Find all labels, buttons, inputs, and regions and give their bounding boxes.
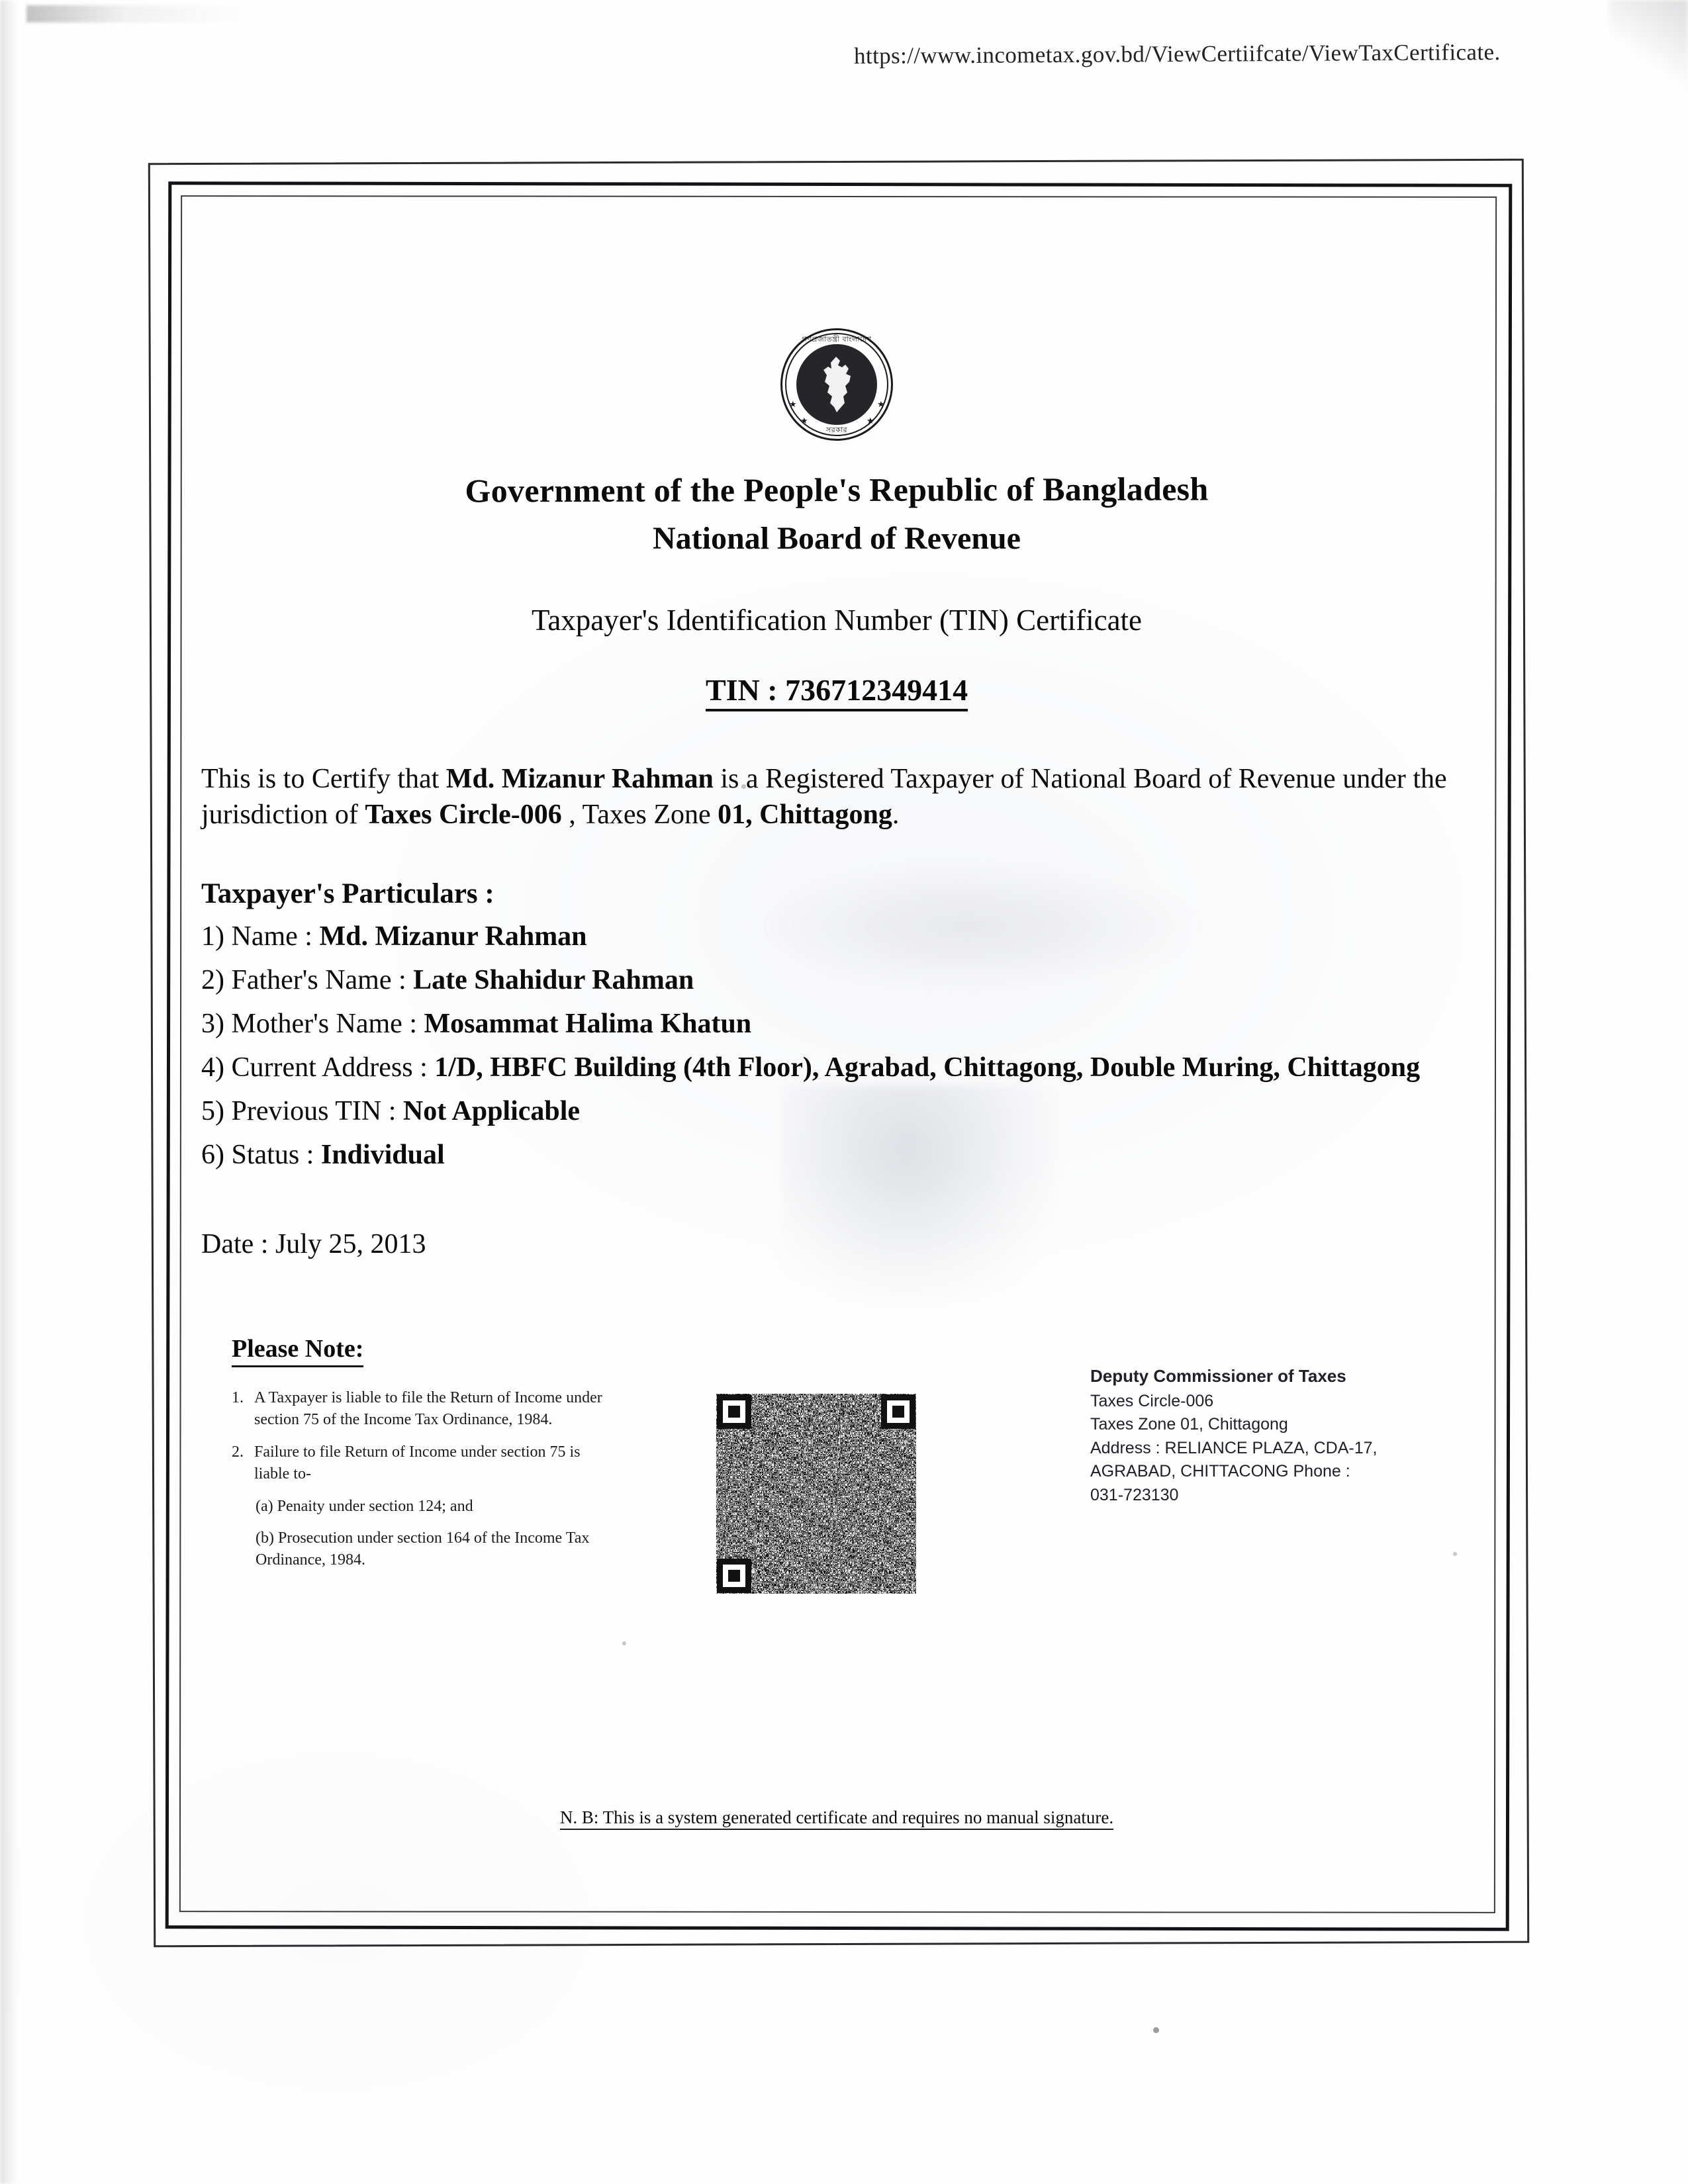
bangladesh-map-shape-icon (816, 355, 857, 414)
certify-middle2: , Taxes Zone (561, 799, 718, 830)
please-note-list (232, 1387, 602, 1580)
particular-value: Mosammat Halima Khatun (424, 1009, 752, 1039)
certify-middle: is a Registered Taxpayer of National Board of Revenue under the jurisdiction of (201, 764, 1447, 830)
tin-number-line (180, 672, 1493, 707)
certify-suffix: . (892, 799, 900, 830)
particular-row (201, 1010, 1466, 1038)
note-number: 1. (232, 1389, 244, 1406)
particular-value: Not Applicable (402, 1096, 581, 1126)
nb-footer (180, 1807, 1493, 1828)
certificate-content (180, 196, 1493, 1910)
issue-date-label: Date : (201, 1229, 275, 1259)
issuing-officer-block (1090, 1364, 1448, 1507)
national-emblem-icon (780, 328, 893, 441)
please-note-heading: Please Note: (232, 1334, 363, 1367)
qr-finder-top-right (881, 1394, 915, 1429)
particular-value: Md. Mizanur Rahman (319, 921, 587, 952)
tin-value: 736712349414 (785, 673, 968, 707)
particular-value: 1/D, HBFC Building (4th Floor), Agrabad, Chittagong, Double Muring, Chittagong (434, 1052, 1421, 1083)
particular-label: 6) Status : (201, 1140, 321, 1170)
certify-taxpayer-name: Md. Mizanur Rahman (445, 764, 714, 794)
emblem-top-text: গণপ্রজাতন্ত্রী বাংলাদেশ (802, 335, 872, 343)
particular-label: 3) Mother's Name : (201, 1009, 424, 1039)
particular-label: 2) Father's Name : (201, 965, 414, 995)
particular-row (201, 1141, 1466, 1169)
page-title-government: Government of the People's Republic of Bangladesh (465, 470, 1209, 510)
scan-artifact-left-edge (0, 0, 17, 2184)
scan-artifact-top-right (1609, 0, 1688, 99)
print-header-url: https://www.incometax.gov.bd/ViewCertiifcate/ViewTaxCertificate. (853, 39, 1501, 69)
officer-address-line-1: Address : RELIANCE PLAZA, CDA-17, (1090, 1438, 1378, 1457)
particular-label: 1) Name : (201, 921, 320, 952)
particular-value: Late Shahidur Rahman (413, 965, 694, 995)
particular-label: 4) Current Address : (201, 1052, 435, 1083)
certify-paragraph (201, 762, 1462, 833)
particular-value: Individual (320, 1140, 445, 1170)
officer-circle: Taxes Circle-006 (1090, 1391, 1214, 1410)
particular-label: 5) Previous TIN : (201, 1096, 403, 1126)
certify-prefix: This is to Certify that (201, 764, 446, 794)
particular-row (201, 966, 1466, 994)
issue-date-row (201, 1228, 426, 1260)
note-text: Failure to file Return of Income under section 75 is liable to- (254, 1443, 581, 1483)
issue-date-value: July 25, 2013 (275, 1229, 426, 1259)
scan-artifact-top-left (26, 5, 245, 23)
note-item (232, 1441, 602, 1485)
particulars-heading: Taxpayer's Particulars : (201, 878, 494, 909)
note-item (232, 1387, 602, 1431)
certificate-title: Taxpayer's Identification Number (TIN) Certificate (531, 604, 1143, 637)
particular-row (201, 1054, 1466, 1081)
particulars-list (201, 923, 1466, 1185)
tin-label: TIN : (705, 673, 786, 707)
officer-zone: Taxes Zone 01, Chittagong (1090, 1415, 1288, 1434)
certify-zone: 01, Chittagong (718, 799, 892, 830)
emblem-bottom-text: সরকার (825, 426, 848, 434)
page-title-board: National Board of Revenue (653, 521, 1021, 556)
certify-circle: Taxes Circle-006 (365, 799, 562, 830)
qr-finder-top-left (717, 1394, 751, 1429)
scan-speck-bottom (1153, 2027, 1159, 2033)
officer-address-line-2: AGRABAD, CHITTACONG Phone : (1090, 1462, 1350, 1481)
nb-footer-text: N. B: This is a system generated certificate and requires no manual signature. (560, 1807, 1113, 1830)
particular-row (201, 923, 1466, 950)
qr-finder-bottom-left (717, 1559, 751, 1593)
officer-title: Deputy Commissioner of Taxes (1090, 1366, 1346, 1386)
tax-certificate-qr-code (713, 1390, 919, 1597)
note-number: 2. (232, 1443, 244, 1461)
officer-phone: 031-723130 (1090, 1485, 1179, 1504)
note-text: A Taxpayer is liable to file the Return of Income under section 75 of the Income Tax Ordinance, 1984. (254, 1389, 602, 1429)
note-subitem: (b) Prosecution under section 164 of the Income Tax Ordinance, 1984. (256, 1529, 590, 1569)
particular-row (201, 1097, 1466, 1125)
note-subitem: (a) Penaity under section 124; and (256, 1498, 473, 1516)
